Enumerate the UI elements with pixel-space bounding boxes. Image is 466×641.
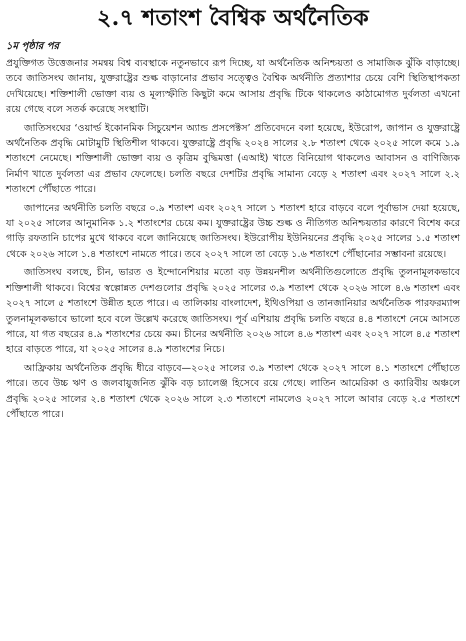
paragraph-3: জাপানের অর্থনীতি চলতি বছরে ০.৯ শতাংশ এবং ২০২৭ সালে ১ শতাংশ হারে বাড়বে বলে পূর্বাভাস দেয়া হয়েছে, যা ২০২৫ সালের আনুমানিক ১.২ শতাংশের চেয়ে কম। যুক্তরাষ্ট্রের উচ্চ শুল্ক ও নীতিগত অনিশ্চয়তার কারণে বিশেষ করে গাড়ি রফতানি চাপের মুখে থাকবে বলে জানিয়েছে জাতিসংঘ। ইউরোপীয় ইউনিয়নের প্রবৃদ্ধি ২০২৫ সালের ১.৫ শতাংশ থেকে ২০২৬ সালে ১.৪ শতাংশে নামতে পারে। তবে ২০২৭ সালে তা বেড়ে ১.৬ শতাংশে পৌঁছানোর সম্ভাবনা রয়েছে।	[6, 202, 460, 260]
continued-from-label: ১ম পৃষ্ঠার পর	[6, 41, 59, 52]
paragraph-5: আফ্রিকায় অর্থনৈতিক প্রবৃদ্ধি ধীরে বাড়বে—২০২৫ সালের ৩.৯ শতাংশ থেকে ২০২৭ সালে ৪.১ শতাংশে পৌঁছাতে পারে। তবে উচ্চ ঋণ ও জলবায়ুজনিত ঝুঁকি বড় চ্যালেঞ্জ হিসেবে রয়ে গেছে। লাতিন আমেরিকা ও ক্যারিবীয় অঞ্চলে প্রবৃদ্ধি ২০২৫ সালের ২.৪ শতাংশ থেকে ২০২৬ সালে ২.৩ শতাংশে নামলেও ২০২৭ সালে আবার বেড়ে ২.৫ শতাংশে পৌঁছাতে পারে।	[6, 362, 460, 420]
headline: ২.৭ শতাংশ বৈশ্বিক অর্থনৈতিক	[97, 5, 369, 31]
paragraph-4: জাতিসংঘ বলছে, চীন, ভারত ও ইন্দোনেশিয়ার মতো বড় উন্নয়নশীল অর্থনীতিগুলোতে প্রবৃদ্ধি তুলনামূলকভাবে শক্তিশালী থাকবে। বিশ্বের স্বল্পোন্নত দেশগুলোর প্রবৃদ্ধি ২০২৫ সালের ৩.৯ শতাংশ থেকে ২০২৬ সালে ৪.৬ শতাংশ এবং ২০২৭ সালে ৫ শতাংশে উন্নীত হতে পারে। এ তালিকায় বাংলাদেশ, ইথিওপিয়া ও তানজানিয়ার অর্থনৈতিক পারফরম্যান্স তুলনামূলকভাবে ভালো হবে বলে উল্লেখ করেছে জাতিসংঘ। পূর্ব এশিয়ায় প্রবৃদ্ধি চলতি বছরে ৪.৪ শতাংশে নেমে আসতে পারে, যা গত বছরের ৪.৯ শতাংশের চেয়ে কম। চীনের অর্থনীতি ২০২৬ সালে ৪.৬ শতাংশ এবং ২০২৭ সালে ৪.৫ শতাংশ হারে বাড়তে পারে, যা ২০২৫ সালের ৪.৯ শতাংশের নিচে।	[6, 267, 460, 356]
paragraph-2: জাতিসংঘের ‘ওয়ার্ল্ড ইকোনমিক সিচুয়েশন অ্যান্ড প্রসপেক্টস’ প্রতিবেদনে বলা হয়েছে, ইউরোপ, জাপান ও যুক্তরাষ্ট্রে অর্থনৈতিক প্রবৃদ্ধি মোটামুটি স্থিতিশীল থাকবে। যুক্তরাষ্ট্রে প্রবৃদ্ধি ২০২৪ সালের ২.৮ শতাংশ থেকে ২০২৫ সালে কমে ১.৯ শতাংশে নেমেছে। শক্তিশালী ভোক্তা ব্যয় ও কৃত্রিম বুদ্ধিমত্তা (এআই) খাতে বিনিয়োগ থাকলেও আবাসন ও বাণিজ্যিক নির্মাণ খাতে দুর্বলতা এর প্রভাব ফেলেছে। চলতি বছরে দেশটির প্রবৃদ্ধি সামান্য বেড়ে ২ শতাংশ এবং ২০২৭ সালে ২.২ শতাংশে পৌঁছাতে পারে।	[6, 122, 460, 196]
paragraph-1: প্রযুক্তিগত উত্তেজনার সমন্বয় বিশ্ব ব্যবস্থাকে নতুনভাবে রূপ দিচ্ছে, যা অর্থনৈতিক অনিশ্চয়তা ও সামাজিক ঝুঁকি বাড়াচ্ছে। তবে জাতিসংঘ জানায়, যুক্তরাষ্ট্রের শুল্ক বাড়ানোর প্রভাব সত্ত্বেও বৈশ্বিক অর্থনীতি প্রত্যাশার চেয়ে বেশি স্থিতিস্থাপকতা দেখিয়েছে। শক্তিশালী ভোক্তা ব্যয় ও মূল্যস্ফীতি কিছুটা কমে আসায় প্রবৃদ্ধি টিকে থাকলেও কাঠামোগত দুর্বলতা এখনো রয়ে গেছে বলে সতর্ক করেছে সংস্থাটি।	[6, 58, 460, 116]
article-body	[6, 40, 460, 422]
